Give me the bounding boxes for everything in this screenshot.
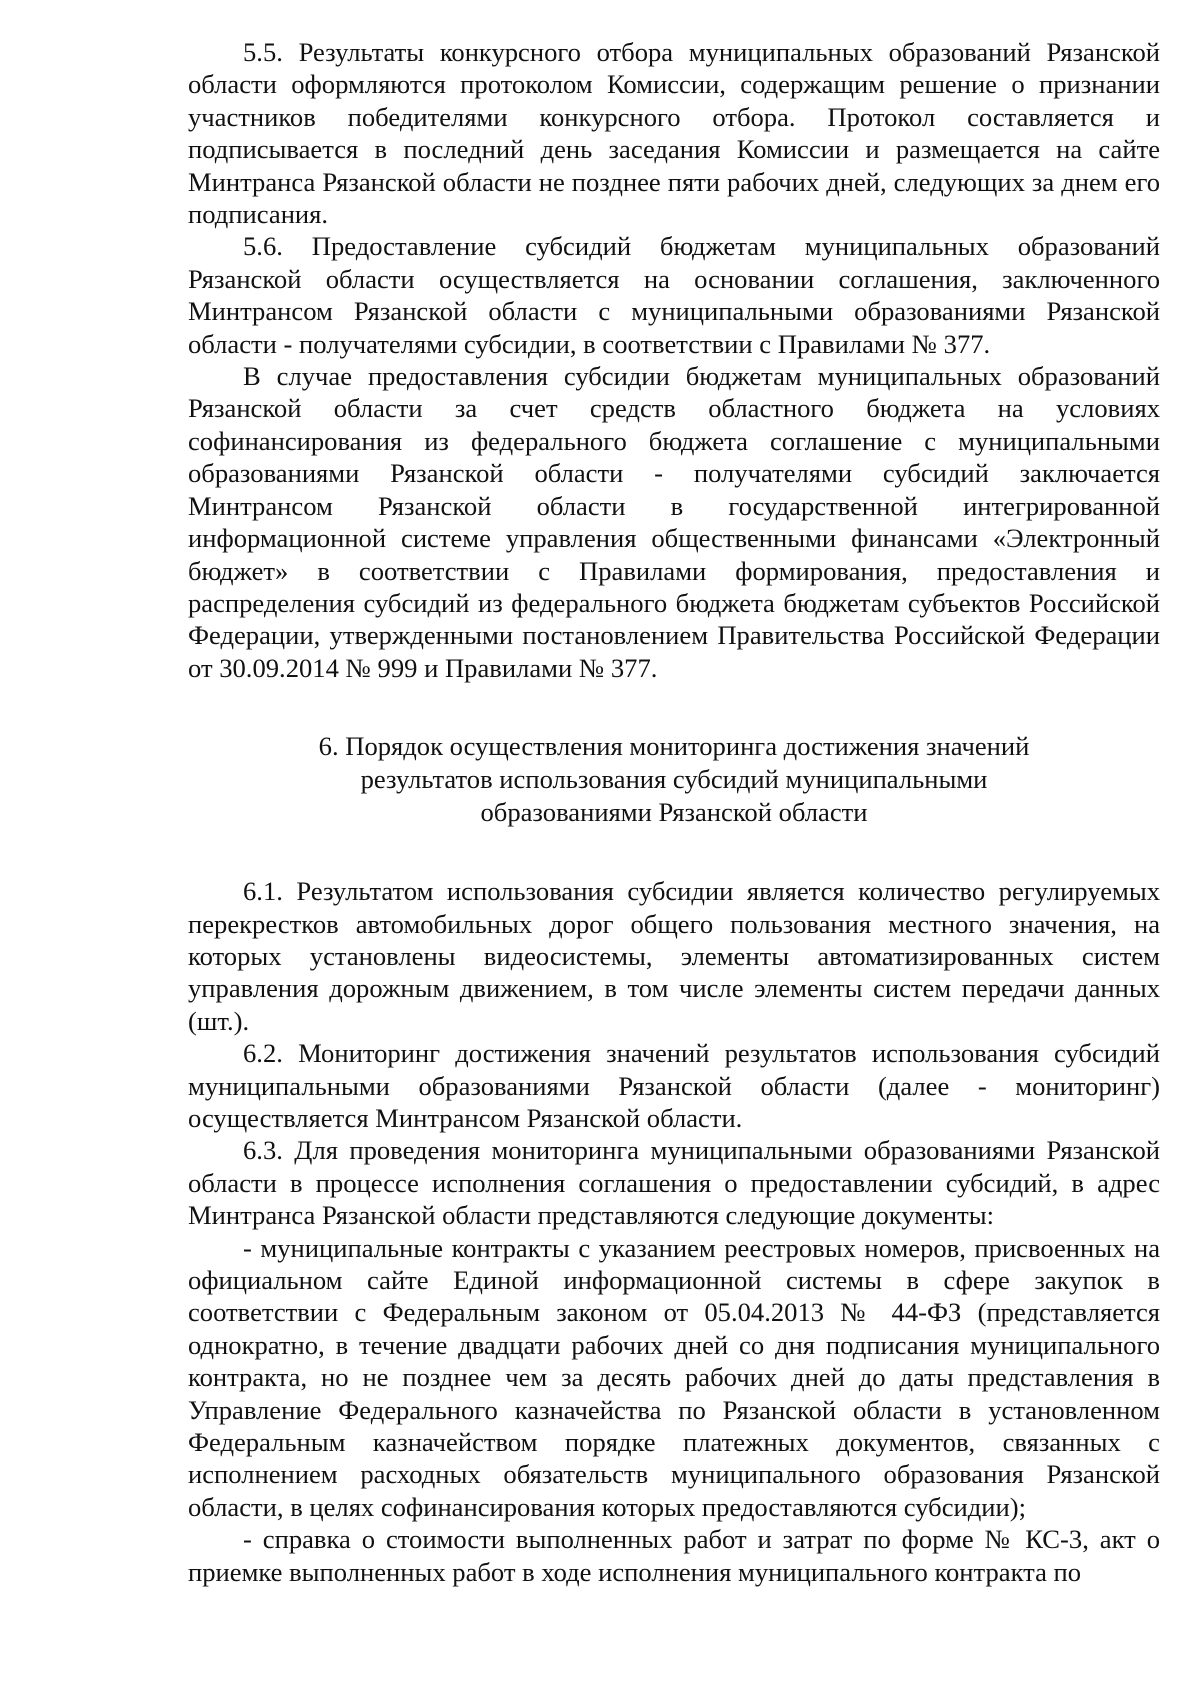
document-page <box>188 36 1160 1588</box>
paragraph-6-1: 6.1. Результатом использования субсидии является количество регулируемых перекрестков автомобильных дорог общего пользования местного значения, на которых установлены видеосистемы, элементы автоматизированных систем управления дорожным движением, в том числе элементы систем передачи данных (шт.). <box>188 876 1160 1036</box>
heading-line-3: образованиями Рязанской области <box>480 797 868 828</box>
paragraph-5-6: 5.6. Предоставление субсидий бюджетам муниципальных образований Рязанской области осуществляется на основании соглашения, заключенного Минтрансом Рязанской области с муниципальными образованиями Рязанской области - получателями субсидии, в соответствии с Правилами № 377. <box>188 231 1160 359</box>
paragraph-5-5: 5.5. Результаты конкурсного отбора муниципальных образований Рязанской области оформляются протоколом Комиссии, содержащим решение о признании участников победителями конкурсного отбора. Протокол составляется и подписывается в последний день заседания Комиссии и размещается на сайте Минтранса Рязанской области не позднее пяти рабочих дней, следующих за днем его подписания. <box>188 37 1160 230</box>
list-item-ks3: - справка о стоимости выполненных работ и затрат по форме № КС-3, акт о приемке выполненных работ в ходе исполнения муниципального контракта по <box>188 1524 1160 1587</box>
heading-line-1: 6. Порядок осуществления мониторинга достижения значений <box>318 731 1030 762</box>
paragraph-6-2: 6.2. Мониторинг достижения значений результатов использования субсидий муниципальными образованиями Рязанской области (далее - мониторинг) осуществляется Минтрансом Рязанской области. <box>188 1038 1160 1133</box>
section-6-heading <box>188 730 1160 829</box>
paragraph-cofinancing: В случае предоставления субсидии бюджетам муниципальных образований Рязанской области за счет средств областного бюджета на условиях софинансирования из федерального бюджета соглашение с муниципальными образованиями Рязанской области - получателями субсидий заключается Минтрансом Рязанской области в государственной интегрированной информационной системе управления общественными финансами «Электронный бюджет» в соответствии с Правилами формирования, предоставления и распределения субсидий из федерального бюджета бюджетам субъектов Российской Федерации, утвержденными постановлением Правительства Российской Федерации от 30.09.2014 № 999 и Правилами № 377. <box>188 361 1160 683</box>
heading-line-2: результатов использования субсидий муниципальными <box>360 764 988 795</box>
paragraph-6-3: 6.3. Для проведения мониторинга муниципальными образованиями Рязанской области в процессе исполнения соглашения о предоставлении субсидий, в адрес Минтранса Рязанской области представляются следующие документы: <box>188 1135 1160 1231</box>
list-item-contracts: - муниципальные контракты с указанием реестровых номеров, присвоенных на официальном сайте Единой информационной системы в сфере закупок в соответствии с Федеральным законом от 05.04.2013 № 44-ФЗ (представляется однократно, в течение двадцати рабочих дней со дня подписания муниципального контракта, но не позднее чем за десять рабочих дней до даты представления в Управление Федерального казначейства по Рязанской области в установленном Федеральным казначейством порядке платежных документов, связанных с исполнением расходных обязательств муниципального образования Рязанской области, в целях софинансирования которых предоставляются субсидии); <box>188 1232 1160 1522</box>
